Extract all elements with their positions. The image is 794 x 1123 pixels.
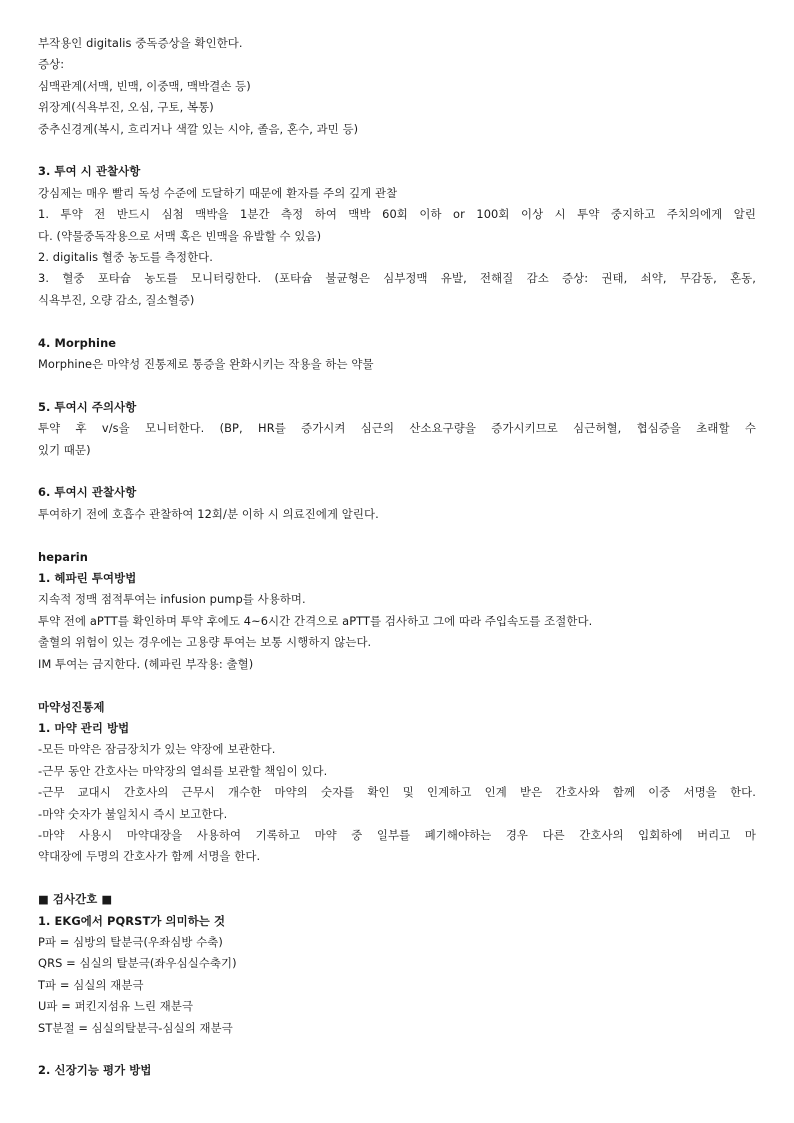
blank-line	[38, 140, 756, 161]
text-line: 다. (약물중독작용으로 서맥 혹은 빈맥을 유발할 수 있음)	[38, 228, 322, 243]
section-heading: 마약성진통제	[38, 699, 105, 714]
text-line: U파 = 퍼킨지섬유 느린 재분극	[38, 999, 194, 1014]
text-line: 출혈의 위험이 있는 경우에는 고용량 투여는 보통 시행하지 않는다.	[38, 635, 372, 650]
section-heading: 1. EKG에서 PQRST가 의미하는 것	[38, 913, 226, 928]
blank-line	[38, 1039, 756, 1060]
text-line: 위장계(식욕부진, 오심, 구토, 복통)	[38, 100, 214, 115]
section-heading: 6. 투여시 관찰사항	[38, 485, 137, 500]
text-line: -근무 동안 간호사는 마약장의 열쇠를 보관할 책임이 있다.	[38, 763, 328, 778]
text-line: 지속적 정맥 점적투여는 infusion pump를 사용하며.	[38, 592, 306, 607]
blank-line	[38, 461, 756, 482]
text-line: -모든 마약은 잠금장치가 있는 약장에 보관한다.	[38, 742, 276, 757]
document-page	[38, 33, 756, 1082]
section-heading: 1. 헤파린 투여방법	[38, 571, 137, 586]
text-line: 강심제는 매우 빨리 독성 수준에 도달하기 때문에 환자를 주의 깊게 관찰	[38, 185, 398, 200]
text-line: T파 = 심실의 재분극	[38, 977, 144, 992]
blank-line	[38, 868, 756, 889]
blank-line	[38, 375, 756, 396]
text-line: 2. digitalis 혈중 농도를 측정한다.	[38, 250, 214, 265]
section-heading: 1. 마약 관리 방법	[38, 720, 130, 735]
section-heading: 5. 투여시 주의사항	[38, 399, 137, 414]
text-line: 증상:	[38, 57, 65, 72]
text-line: 중추신경계(복시, 흐리거나 색깔 있는 시야, 졸음, 혼수, 과민 등)	[38, 121, 359, 136]
text-line: ST분절 = 심실의탈분극-심실의 재분극	[38, 1020, 233, 1035]
text-line: 있기 때문)	[38, 442, 91, 457]
text-line: 1. 투약 전 반드시 심첨 맥박을 1분간 측정 하여 맥박 60회 이하 or 100회 이상 시 투약 중지하고 주치의에게 알린	[38, 207, 756, 222]
text-line: 부작용인 digitalis 중독증상을 확인한다.	[38, 36, 243, 50]
text-line: 투약 전에 aPTT를 확인하며 투약 후에도 4~6시간 간격으로 aPTT를 검사하고 그에 따라 주입속도를 조절한다.	[38, 613, 593, 628]
blank-line	[38, 675, 756, 696]
text-line: QRS = 심실의 탈분극(좌우심실수축기)	[38, 956, 237, 971]
blank-line	[38, 311, 756, 332]
section-heading: 2. 신장기능 평가 방법	[38, 1063, 152, 1078]
section-heading: 4. Morphine	[38, 335, 117, 350]
text-line: 식욕부진, 오량 감소, 질소혈증)	[38, 292, 195, 307]
text-line: -마약 사용시 마약대장을 사용하여 기록하고 마약 중 일부를 폐기해야하는 경우 다른 간호사의 입회하에 버리고 마	[38, 827, 756, 842]
text-line: 투약 후 v/s을 모니터한다. (BP, HR를 증가시켜 심근의 산소요구량을 증가시키므로 심근허혈, 협심증을 초래할 수	[38, 421, 756, 436]
section-heading: heparin	[38, 549, 89, 564]
section-heading: ■ 검사간호 ■	[38, 892, 113, 907]
text-line: -마약 숫자가 불일치시 즉시 보고한다.	[38, 806, 228, 821]
section-heading: 3. 투여 시 관찰사항	[38, 164, 141, 179]
text-line: 3. 혈중 포타슘 농도를 모니터링한다. (포타슘 불균형은 심부정맥 유발, 전해질 감소 증상: 권태, 쇠약, 무감동, 혼동,	[38, 271, 756, 286]
text-line: IM 투여는 금지한다. (헤파린 부작용: 출혈)	[38, 656, 254, 671]
text-line: P파 = 심방의 탈분극(우좌심방 수축)	[38, 934, 223, 949]
text-line: 투여하기 전에 호흡수 관찰하여 12회/분 이하 시 의료진에게 알린다.	[38, 506, 379, 521]
text-line: Morphine은 마약성 진통제로 통증을 완화시키는 작용을 하는 약물	[38, 357, 374, 372]
blank-line	[38, 525, 756, 546]
text-line: 심맥관계(서맥, 빈맥, 이중맥, 맥박결손 등)	[38, 78, 251, 93]
text-line: 약대장에 두명의 간호사가 함께 서명을 한다.	[38, 849, 261, 864]
text-line: -근무 교대시 간호사의 근무시 개수한 마약의 숫자를 확인 및 인계하고 인계 받은 간호사와 함께 이중 서명을 한다.	[38, 785, 756, 800]
